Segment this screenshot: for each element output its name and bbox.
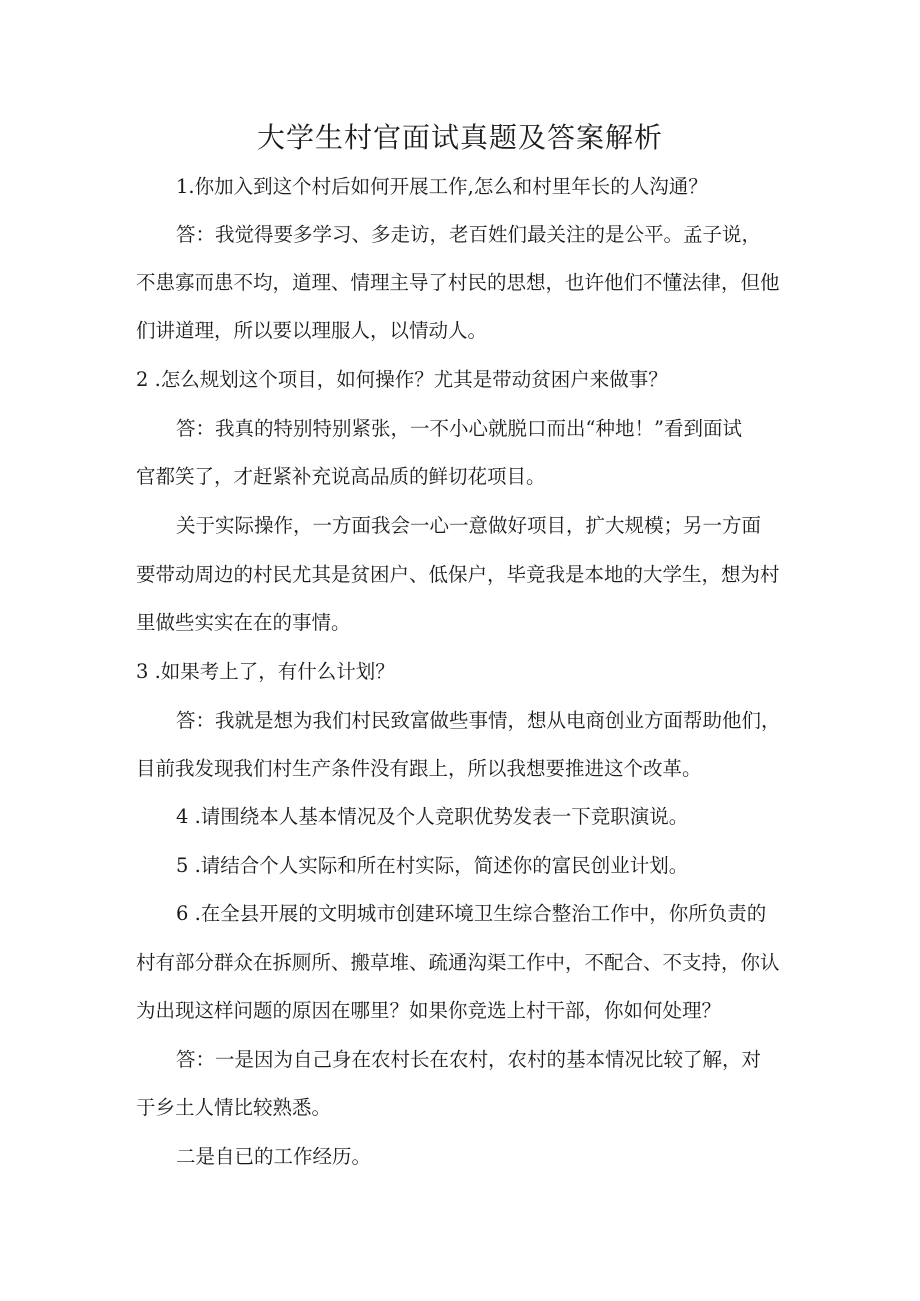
- question-3: 3 .如果考上了，有什么计划？: [136, 660, 395, 683]
- answer-1-line-2: 不患寡而患不均，道理、情理主导了村民的思想，也许他们不懂法律，但他: [136, 271, 780, 294]
- question-4: 4 .请围绕本人基本情况及个人竞职优势发表一下竞职演说。: [176, 805, 689, 828]
- answer-2b-line-2: 要带动周边的村民尤其是贫困户、低保户，毕竟我是本地的大学生，想为村: [136, 563, 780, 586]
- answer-6-line-2: 于乡土人情比较熟悉。: [136, 1096, 332, 1119]
- answer-1-line-1: 答：我觉得要多学习、多走访，老百姓们最关注的是公平。孟子说，: [176, 223, 762, 246]
- question-5: 5 .请结合个人实际和所在村实际，简述你的富民创业计划。: [176, 854, 689, 877]
- answer-6-line-1: 答：一是因为自己身在农村长在农村，农村的基本情况比较了解，对: [176, 1048, 762, 1071]
- question-2: 2 .怎么规划这个项目，如何操作？尤其是带动贫困户来做事？: [136, 368, 668, 391]
- answer-2b-line-3: 里做些实实在在的事情。: [136, 611, 351, 634]
- answer-1-line-3: 们讲道理，所以要以理服人，以情动人。: [136, 319, 488, 342]
- answer-3-line-2: 目前我发现我们村生产条件没有跟上，所以我想要推进这个改革。: [136, 757, 702, 780]
- document-title: 大学生村官面试真题及答案解析: [256, 121, 663, 154]
- answer-2b-line-1: 关于实际操作，一方面我会一心一意做好项目，扩大规模；另一方面: [176, 514, 762, 537]
- question-6-line-1: 6 .在全县开展的文明城市创建环境卫生综合整治工作中，你所负责的: [176, 902, 767, 925]
- answer-6b-line-1: 二是自已的工作经历。: [176, 1145, 372, 1168]
- question-6-line-2: 村有部分群众在拆厕所、搬草堆、疏通沟渠工作中，不配合、不支持，你认: [136, 951, 780, 974]
- answer-3-line-1: 答：我就是想为我们村民致富做些事情，想从电商创业方面帮助他们，: [176, 709, 781, 732]
- question-1: 1.你加入到这个村后如何开展工作,怎么和村里年长的人沟通？: [176, 175, 708, 198]
- question-6-line-3: 为出现这样问题的原因在哪里？如果你竞选上村干部，你如何处理？: [136, 999, 722, 1022]
- answer-2-line-1: 答：我真的特别特别紧张，一不小心就脱口而出“种地！”看到面试: [176, 417, 742, 440]
- answer-2-line-2: 官都笑了，才赶紧补充说高品质的鲜切花项目。: [136, 465, 546, 488]
